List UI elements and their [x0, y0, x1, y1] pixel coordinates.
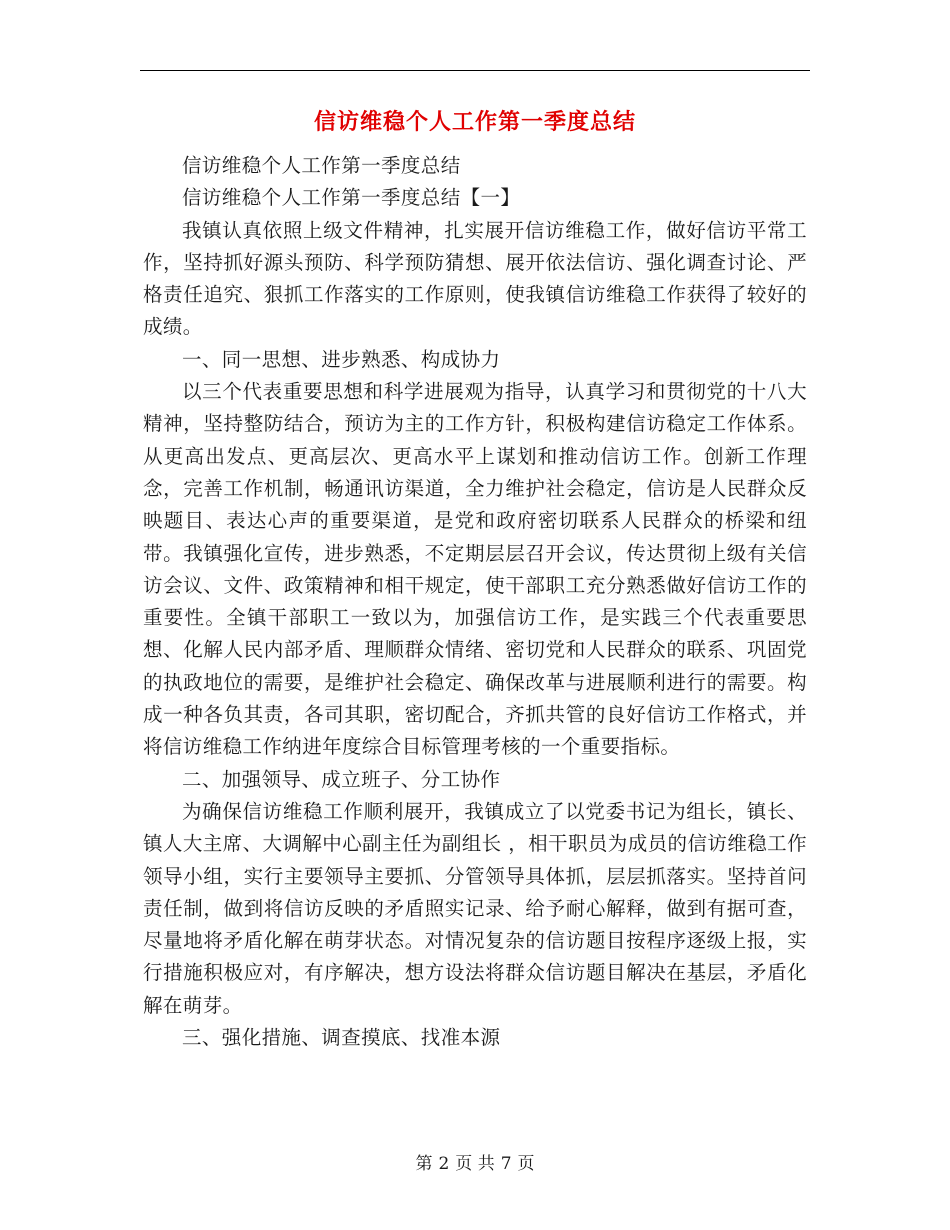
footer-prefix: 第 [415, 1154, 433, 1174]
document-body [143, 150, 807, 1054]
section-heading-1: 一、同一思想、进步熟悉、构成协力 [182, 347, 501, 371]
section-2-paragraph: 为确保信访维稳工作顺利展开，我镇成立了以党委书记为组长，镇长、镇人大主席、大调解中心副主任为副组长 ，相干职员为成员的信访维稳工作领导小组，实行主要领导主要抓、分管领导具体抓，层层抓落实。坚持首问责任制，做到将信访反映的矛盾照实记录、给予耐心解释，做到有据可查，尽量地将矛盾化解在萌芽状态。对情况复杂的信访题目按程序逐级上报，实行措施积极应对，有序解决，想方设法将群众信访题目解决在基层，矛盾化解在萌芽。 [143, 799, 807, 1017]
intro-paragraph: 我镇认真依照上级文件精神，扎实展开信访维稳工作，做好信访平常工作，坚持抓好源头预防、科学预防猜想、展开依法信访、强化调查讨论、严格责任追究、狠抓工作落实的工作原则，使我镇信访维稳工作获得了较好的成绩。 [143, 218, 807, 339]
document-title: 信访维稳个人工作第一季度总结 [313, 110, 636, 135]
section-heading-2: 二、加强领导、成立班子、分工协作 [182, 767, 501, 791]
subtitle: 信访维稳个人工作第一季度总结 [182, 154, 461, 177]
section-heading-3: 三、强化措施、调查摸底、找准本源 [182, 1026, 501, 1050]
footer-mid: 页 共 [455, 1154, 495, 1174]
footer-suffix: 页 [517, 1154, 535, 1174]
header-rule [140, 70, 810, 71]
total-pages: 7 [500, 1154, 512, 1174]
page-number: 2 [438, 1154, 450, 1174]
section-subtitle: 信访维稳个人工作第一季度总结【一】 [182, 186, 521, 210]
section-1-paragraph: 以三个代表重要思想和科学进展观为指导，认真学习和贯彻党的十八大精神，坚持整防结合，预访为主的工作方针，积极构建信访稳定工作体系。从更高出发点、更高层次、更高水平上谋划和推动信访工作。创新工作理念，完善工作机制，畅通讯访渠道，全力维护社会稳定，信访是人民群众反映题目、表达心声的重要渠道，是党和政府密切联系人民群众的桥梁和纽带。我镇强化宣传，进步熟悉，不定期层层召开会议，传达贯彻上级有关信访会议、文件、政策精神和相干规定，使干部职工充分熟悉做好信访工作的重要性。全镇干部职工一致以为，加强信访工作，是实践三个代表重要思想、化解人民内部矛盾、理顺群众情绪、密切党和人民群众的联系、巩固党的执政地位的需要，是维护社会稳定、确保改革与进展顺利进行的需要。构成一种各负其责，各司其职，密切配合，齐抓共管的良好信访工作格式，并将信访维稳工作纳进年度综合目标管理考核的一个重要指标。 [143, 380, 807, 759]
page-footer [140, 1152, 810, 1176]
